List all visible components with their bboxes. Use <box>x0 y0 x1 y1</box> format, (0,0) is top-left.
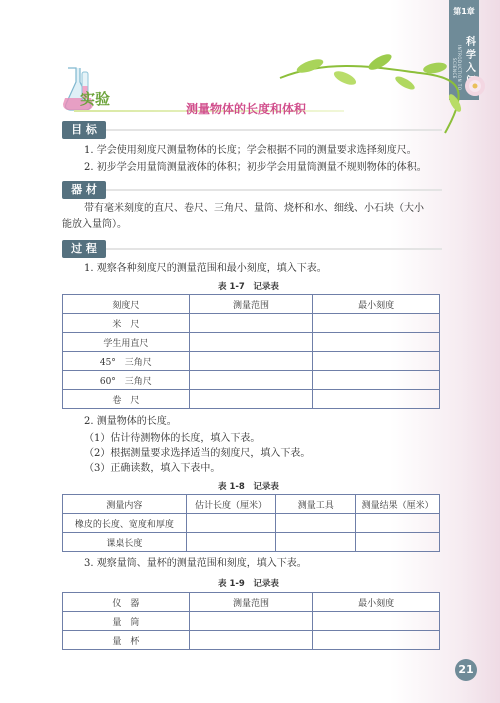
section-heading-goal <box>62 121 442 139</box>
chapter-title-char: 学 <box>466 50 476 61</box>
empty-cell[interactable] <box>313 314 440 333</box>
row-label: 卷 尺 <box>63 390 190 409</box>
section-divider <box>106 129 442 131</box>
table-row <box>63 371 440 390</box>
goal-item: 1. 学会使用刻度尺测量物体的长度；学会根据不同的测量要求选择刻度尺。 <box>84 145 417 156</box>
process-step-2: 2. 测量物体的长度。 <box>84 416 177 427</box>
table-row <box>63 352 440 371</box>
record-table-1-9 <box>62 592 440 650</box>
empty-cell[interactable] <box>186 514 276 533</box>
process-substep: （2）根据测量要求选择适当的刻度尺，填入下表。 <box>84 448 311 459</box>
empty-cell[interactable] <box>356 533 440 552</box>
table-header: 测量工具 <box>276 495 356 514</box>
process-step-3: 3. 观察量筒、量杯的测量范围和刻度，填入下表。 <box>84 558 307 569</box>
chapter-title-char: 入 <box>466 63 476 74</box>
empty-cell[interactable] <box>189 371 313 390</box>
table-caption: 表 1-9 记录表 <box>218 579 279 589</box>
table-row <box>63 612 440 631</box>
empty-cell[interactable] <box>186 533 276 552</box>
table-header: 测量内容 <box>63 495 187 514</box>
row-label: 课桌长度 <box>63 533 187 552</box>
empty-cell[interactable] <box>276 514 356 533</box>
process-substep: （3）正确读数，填入下表中。 <box>84 463 221 474</box>
empty-cell[interactable] <box>313 333 440 352</box>
empty-cell[interactable] <box>313 352 440 371</box>
table-header: 测量范围 <box>189 295 313 314</box>
row-label: 米 尺 <box>63 314 190 333</box>
goal-item: 2. 初步学会用量筒测量液体的体积；初步学会用量筒测量不规则物体的体积。 <box>84 162 427 173</box>
process-substep: （1）估计待测物体的长度，填入下表。 <box>84 433 261 444</box>
row-label: 量 筒 <box>63 612 190 631</box>
chapter-tab-label: 第1章 <box>453 7 475 16</box>
process-step-1: 1. 观察各种刻度尺的测量范围和最小刻度，填入下表。 <box>84 263 327 274</box>
experiment-title: 测量物体的长度和体积 <box>186 102 307 116</box>
section-heading-equipment <box>62 181 442 199</box>
table-header: 刻度尺 <box>63 295 190 314</box>
row-label: 60° 三角尺 <box>63 371 190 390</box>
table-row <box>63 314 440 333</box>
empty-cell[interactable] <box>189 390 313 409</box>
row-label: 学生用直尺 <box>63 333 190 352</box>
empty-cell[interactable] <box>189 352 313 371</box>
section-badge: 过 程 <box>62 240 106 258</box>
table-row <box>63 631 440 650</box>
empty-cell[interactable] <box>313 631 440 650</box>
table-header: 估计长度（厘米） <box>186 495 276 514</box>
empty-cell[interactable] <box>313 390 440 409</box>
empty-cell[interactable] <box>356 514 440 533</box>
empty-cell[interactable] <box>313 371 440 390</box>
section-heading-process <box>62 240 442 258</box>
equipment-line: 能放入量筒）。 <box>62 219 127 230</box>
chapter-title-char: 科 <box>466 37 476 48</box>
table-header: 最小刻度 <box>313 295 440 314</box>
record-table-1-7 <box>62 294 440 409</box>
empty-cell[interactable] <box>189 333 313 352</box>
section-divider <box>106 189 442 191</box>
row-label: 量 杯 <box>63 631 190 650</box>
table-header: 最小刻度 <box>313 593 440 612</box>
chapter-english-title: INTRODUCTION TO SCIENCE <box>452 45 462 91</box>
empty-cell[interactable] <box>189 631 313 650</box>
section-badge: 目 标 <box>62 121 106 139</box>
table-caption: 表 1-7 记录表 <box>218 282 279 292</box>
empty-cell[interactable] <box>189 612 313 631</box>
page-number: 21 <box>455 659 477 681</box>
record-table-1-8 <box>62 494 440 552</box>
table-row <box>63 333 440 352</box>
experiment-label: 实验 <box>80 90 111 108</box>
equipment-line: 带有毫米刻度的直尺、卷尺、三角尺、量筒、烧杯和水、细线、小石块（大小 <box>84 203 424 214</box>
table-header: 仪 器 <box>63 593 190 612</box>
table-row <box>63 390 440 409</box>
row-label: 45° 三角尺 <box>63 352 190 371</box>
empty-cell[interactable] <box>189 314 313 333</box>
row-label: 橡皮的长度、宽度和厚度 <box>63 514 187 533</box>
table-header: 测量结果（厘米） <box>356 495 440 514</box>
empty-cell[interactable] <box>313 612 440 631</box>
table-caption: 表 1-8 记录表 <box>218 482 279 492</box>
section-divider <box>106 248 442 250</box>
table-row <box>63 514 440 533</box>
table-row <box>63 533 440 552</box>
empty-cell[interactable] <box>276 533 356 552</box>
table-header: 测量范围 <box>189 593 313 612</box>
section-badge: 器 材 <box>62 181 106 199</box>
